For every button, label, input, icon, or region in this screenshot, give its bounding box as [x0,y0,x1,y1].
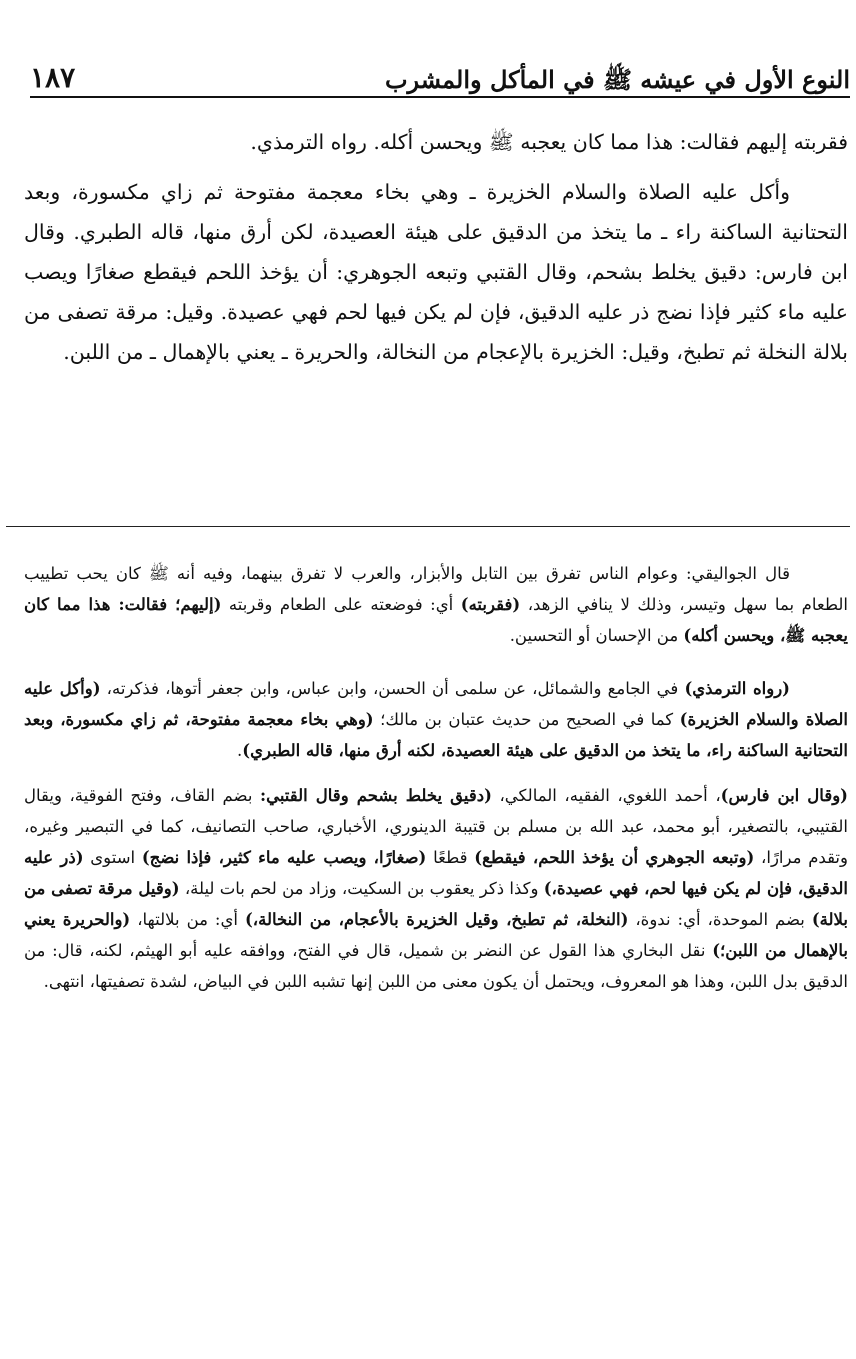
page-number: ١٨٧ [30,61,76,94]
commentary-paragraph-1 [24,558,848,651]
quoted-main-text: (صغارًا، ويصب عليه ماء كثير، فإذا نضج) [141,848,427,867]
quoted-main-text: (النخلة، ثم تطبخ، وقيل الخزيرة بالأعجام، من النخالة،) [244,910,629,929]
footnote-separator [6,526,850,527]
main-text [24,122,848,372]
commentary-text: كما في الصحيح من حديث عتبان بن مالك؛ [373,710,680,729]
quoted-main-text: (وهي بخاء معجمة مفتوحة، ثم زاي مكسورة، وبعد التحتانية الساكنة راء، ما يتخذ من الدقيق على هيئة العصيدة، لكنه أرق منها، قاله الطبري) [24,710,848,760]
commentary-text: بضم القاف، وفتح الفوقية، ويقال القتيبي، بالتصغير، أبو محمد، عبد الله بن مسلم بن قتيبة الدينوري، الأخباري، صاحب التصانيف، كما في التبصير وغيره، وتقدم مرارًا، [24,786,848,867]
main-paragraph-1: فقربته إليهم فقالت: هذا مما كان يعجبه ﷺ ويحسن أكله. رواه الترمذي. [250,130,848,154]
commentary-text: . [237,741,243,760]
quoted-main-text: (والحريرة يعني بالإهمال من اللبن؛) [24,910,848,960]
commentary-text: وكذا ذكر يعقوب بن السكيت، وزاد من لحم بات ليلة، [179,879,544,898]
running-title: النوع الأول في عيشه ﷺ في المأكل والمشرب [384,65,850,94]
commentary-text: بضم الموحدة، أي: ندوة، [628,910,812,929]
commentary-text: أي: من بلالتها، [130,910,245,929]
commentary-text: قطعًا [426,848,475,867]
quoted-main-text: (فقربته) [460,595,521,614]
main-paragraph-2: وأكل عليه الصلاة والسلام الخزيرة ـ وهي بخاء معجمة مفتوحة ثم زاي مكسورة، وبعد التحتانية الساكنة راء ـ ما يتخذ من الدقيق على هيئة العصيدة، لكن أرق منها، قاله الطبري. وقال ابن فارس: دقيق يخلط بشحم، وقال القتبي وتبعه الجوهري: أن يؤخذ اللحم فيقطع صغارًا ويصب عليه ماء كثير فإذا نضج ذر عليه الدقيق، فإن لم يكن فيها لحم فهي عصيدة. وقيل: مرقة تصفى من بلالة النخلة ثم تطبخ، وقيل: الخزيرة بالإعجام من النخالة، والحريرة ـ يعني بالإهمال ـ من اللبن. [24,180,848,364]
quoted-main-text: (وتبعه الجوهري أن يؤخذ اللحم، فيقطع) [474,848,755,867]
quoted-main-text: (رواه الترمذي) [684,679,790,698]
quoted-main-text: (دقيق يخلط بشحم وقال القتبي: [259,786,492,805]
commentary-text: في الجامع والشمائل، عن سلمى أن الحسن، وابن عباس، وابن جعفر أتوها، فذكرته، [100,679,685,698]
commentary-text: أي: فوضعته على الطعام وقربته [221,595,461,614]
commentary-text: قال الجواليقي: وعوام الناس تفرق بين التابل والأبزار، والعرب لا تفرق بينهما، وفيه أنه ﷺ كان يحب تطييب الطعام بما سهل وتيسر، وذلك لا ينافي الزهد، [24,564,848,614]
commentary-text: استوى [83,848,142,867]
commentary-text: نقل البخاري هذا القول عن النضر بن شميل، قال في الفتح، ووافقه عليه أبو الهيثم، لكنه، قال: من الدقيق بدل اللبن، وهذا هو المعروف، ويحتمل أن يكون معنى من اللبن إنها تشبه اللبن في البياض، لشدة تصفيتها، انتهى. [24,941,848,991]
page-header [30,52,850,98]
quoted-main-text: (وقيل مرقة تصفى من بلالة) [24,879,848,929]
quoted-main-text: (وأكل عليه الصلاة والسلام الخزيرة) [24,679,848,729]
commentary-text: من الإحسان أو التحسين. [509,626,684,645]
quoted-main-text: (إليهم؛ فقالت: هذا مما كان يعجبه ﷺ، ويحسن أكله) [24,595,848,645]
quoted-main-text: (ذر عليه الدقيق، فإن لم يكن فيها لحم، فهي عصيدة،) [24,848,848,898]
commentary [24,558,848,997]
commentary-text: ، أحمد اللغوي، الفقيه، المالكي، [491,786,721,805]
commentary-paragraph-2 [24,673,848,766]
commentary-paragraph-3 [24,780,848,997]
quoted-main-text: (وقال ابن فارس) [720,786,848,805]
